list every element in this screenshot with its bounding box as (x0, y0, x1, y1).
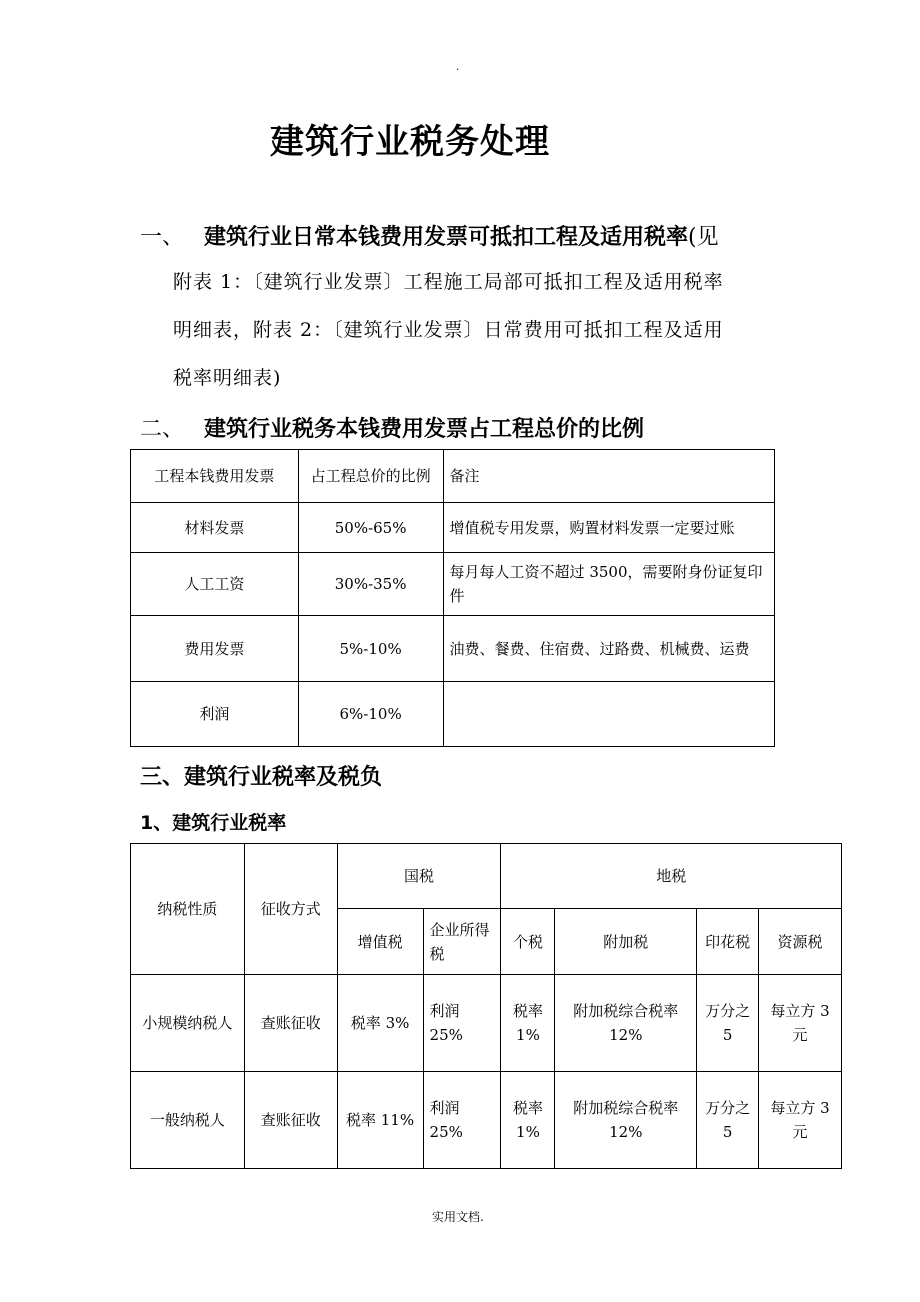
section3-heading: 三、建筑行业税率及税负 (140, 765, 383, 790)
section3-subheading: 1、建筑行业税率 (140, 812, 287, 834)
cit-cell: 利润 25% (423, 1072, 501, 1169)
table-row (131, 503, 775, 553)
stamp-cell: 万分之 5 (697, 975, 759, 1072)
stamp-header: 印花税 (697, 909, 759, 975)
section1-title: 建筑行业日常本钱费用发票可抵扣工程及适用税率 (204, 225, 689, 250)
section1-heading (140, 220, 719, 251)
resource-cell: 每立方 3 元 (759, 1072, 842, 1169)
ratio-cell: 6%-10% (298, 682, 443, 747)
vat-header: 增值税 (337, 909, 423, 975)
table-header-row (131, 450, 775, 503)
cit-header: 企业所得税 (423, 909, 501, 975)
national-tax-header: 国税 (337, 844, 501, 909)
nature-cell: 一般纳税人 (131, 1072, 245, 1169)
pit-header: 个税 (501, 909, 555, 975)
surcharge-header: 附加税 (555, 909, 697, 975)
section2-number: 二、 (140, 417, 185, 442)
stamp-cell: 万分之 5 (697, 1072, 759, 1169)
header-cell: 占工程总价的比例 (298, 450, 443, 503)
section1-line: 税率明细表) (173, 367, 282, 389)
remark-cell: 增值税专用发票，购置材料发票一定要过账 (443, 503, 774, 553)
method-cell: 查账征收 (244, 975, 337, 1072)
surcharge-cell: 附加税综合税率 12% (555, 1072, 697, 1169)
ratio-cell: 50%-65% (298, 503, 443, 553)
table-row (131, 682, 775, 747)
section2-heading (140, 412, 644, 443)
table-row (131, 616, 775, 682)
ratio-cell: 30%-35% (298, 553, 443, 616)
table-row (131, 553, 775, 616)
cost-type-cell: 利润 (131, 682, 299, 747)
tax-rate-table (130, 843, 842, 1169)
section2-title: 建筑行业税务本钱费用发票占工程总价的比例 (204, 417, 645, 442)
cit-cell: 利润 25% (423, 975, 501, 1072)
table-row (131, 1072, 842, 1169)
section1-number: 一、 (140, 225, 185, 250)
page-title: 建筑行业税务处理 (270, 122, 550, 162)
local-tax-header: 地税 (501, 844, 842, 909)
method-header: 征收方式 (244, 844, 337, 975)
cost-type-cell: 人工工资 (131, 553, 299, 616)
table-row (131, 975, 842, 1072)
remark-cell (443, 682, 774, 747)
nature-cell: 小规模纳税人 (131, 975, 245, 1072)
header-cell: 工程本钱费用发票 (131, 450, 299, 503)
remark-cell: 每月每人工资不超过 3500，需要附身份证复印件 (443, 553, 774, 616)
resource-header: 资源税 (759, 909, 842, 975)
section1-line: 明细表，附表 2：〔建筑行业发票〕日常费用可抵扣工程及适用 (173, 319, 724, 341)
group-header-row (131, 844, 842, 909)
surcharge-cell: 附加税综合税率 12% (555, 975, 697, 1072)
resource-cell: 每立方 3 元 (759, 975, 842, 1072)
pit-cell: 税率 1% (501, 1072, 555, 1169)
cost-type-cell: 材料发票 (131, 503, 299, 553)
section1-line: 附表 1：〔建筑行业发票〕工程施工局部可抵扣工程及适用税率 (173, 271, 724, 293)
header-cell: 备注 (443, 450, 774, 503)
page-top-mark: . (456, 62, 460, 73)
method-cell: 查账征收 (244, 1072, 337, 1169)
ratio-cell: 5%-10% (298, 616, 443, 682)
page-footer: 实用文档. (432, 1210, 484, 1224)
pit-cell: 税率 1% (501, 975, 555, 1072)
remark-cell: 油费、餐费、住宿费、过路费、机械费、运费 (443, 616, 774, 682)
nature-header: 纳税性质 (131, 844, 245, 975)
vat-cell: 税率 11% (337, 1072, 423, 1169)
cost-type-cell: 费用发票 (131, 616, 299, 682)
section1-paragraph (173, 258, 783, 402)
vat-cell: 税率 3% (337, 975, 423, 1072)
cost-ratio-table (130, 449, 775, 747)
section1-paren: (见 (688, 225, 719, 250)
